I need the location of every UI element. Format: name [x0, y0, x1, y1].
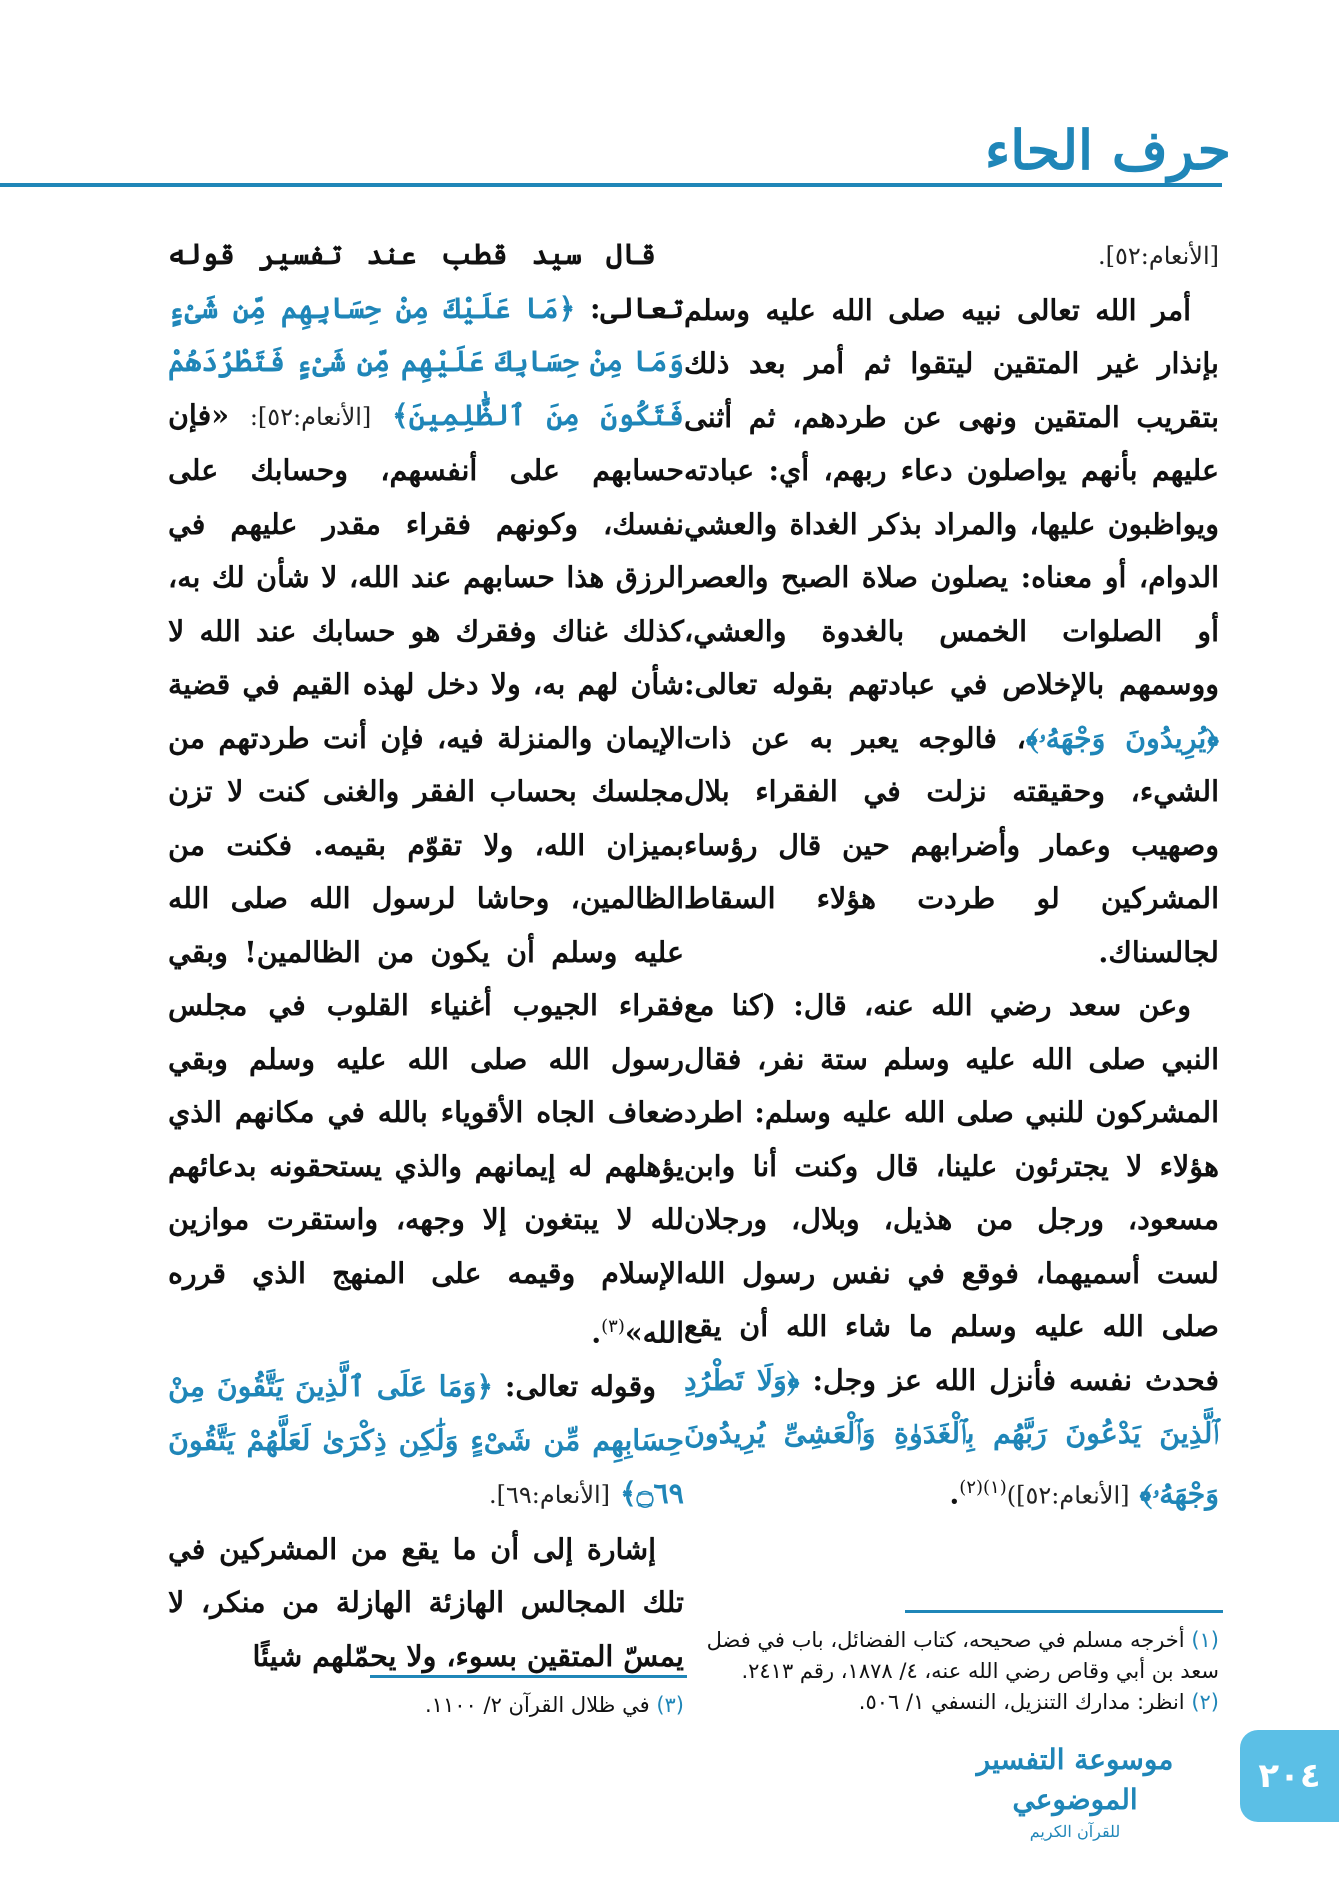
paragraph — [168, 228, 684, 1360]
paragraph-text: . — [949, 1476, 960, 1510]
footnote-number: (٣) — [656, 1693, 684, 1717]
logo-title: موسوعة التفسير الموضوعي — [976, 1743, 1174, 1816]
footnote-divider-left — [370, 1675, 687, 1678]
logo-subtitle: للقرآن الكريم — [1029, 1822, 1121, 1841]
paragraph-text: . — [591, 1315, 602, 1350]
encyclopedia-logo — [935, 1740, 1215, 1841]
footnotes-left — [168, 1690, 684, 1721]
paragraph — [684, 284, 1219, 980]
left-column — [168, 228, 684, 1683]
footnote-number: (٢) — [1191, 1690, 1219, 1714]
footnote — [684, 1625, 1219, 1687]
paragraph — [684, 979, 1219, 1523]
paragraph-text: إشارة إلى أن ما يقع من المشركين في تلك المجالس الهازئة الهازلة من منكر، لا يمسّ المتقين بسوء، ولا يحمّلهم شيئًا — [168, 1531, 684, 1673]
surah-ref: [الأنعام:٥٢]. — [1097, 242, 1219, 270]
verse-reference — [684, 228, 1219, 284]
paragraph-text: أمر الله تعالى نبيه صلى الله عليه وسلم بإنذار غير المتقين ليتقوا ثم أمر بعد ذلك بتقريب المتقين ونهى عن طردهم، ثم أثنى عليهم بأنهم يواصلون دعاء ربهم، أي: عبادته ويواظبون عليها، والمراد بذكر الغداة والعشي الدوام، أو معناه: يصلون صلاة الصبح والعصر أو الصلوات الخمس بالغدوة والعشي، ووسمهم بالإخلاص في عبادتهم بقوله تعالى: — [684, 292, 1219, 701]
chapter-title: حرف الحاء — [984, 118, 1231, 182]
paragraph — [168, 1523, 684, 1684]
quran-verse: ﴿وَلَا تَطْرُدِ ٱلَّذِينَ يَدْعُونَ رَبَّهُم بِٱلْغَدَوٰةِ وَٱلْعَشِىِّ يُرِيدُونَ وَجْهَهُۥ﴾ — [684, 1362, 1219, 1510]
footnote-text: في ظلال القرآن ٢/ ١١٠٠. — [424, 1693, 650, 1717]
paragraph — [168, 1360, 684, 1523]
footnote-number: (١) — [1191, 1628, 1219, 1652]
footnote-marker[interactable]: (١)(٢) — [959, 1476, 1007, 1498]
footnote-marker[interactable]: (٣) — [601, 1316, 625, 1337]
surah-ref: [الأنعام:٦٩]. — [489, 1481, 611, 1509]
paragraph-text: قال سيد قطب عند تفسير قوله تعالى: — [168, 237, 684, 325]
quran-verse: ﴿مَا عَلَيْكَ مِنْ حِسَابِهِم مِّن شَىْءٍ وَمَا مِنْ حِسَابِكَ عَلَيْهِم مِّن شَىْءٍ فَتَطْرُدَهُمْ فَتَكُونَ مِنَ ٱلظَّٰلِمِينَ﴾ — [168, 290, 684, 432]
footnote-text: انظر: مدارك التنزيل، النسفي ١/ ٥٠٦. — [858, 1690, 1185, 1714]
right-column — [684, 228, 1219, 1523]
footnote-divider-right — [905, 1610, 1223, 1613]
surah-ref: [الأنعام:٥٢]: — [249, 402, 372, 431]
footnote — [684, 1687, 1219, 1718]
surah-ref: [الأنعام:٥٢]) — [1006, 1481, 1130, 1509]
paragraph-text: ، فالوجه يعبر به عن ذات الشيء، وحقيقته نزلت في الفقراء بلال وصهيب وعمار وأضرابهم حين قال رؤساء المشركين لو طردت هؤلاء السقاط لجالسناك. — [684, 720, 1219, 969]
paragraph-text: وقوله تعالى: — [504, 1369, 656, 1403]
footnote-text: أخرجه مسلم في صحيحه، كتاب الفضائل، باب في فضل سعد بن أبي وقاص رضي الله عنه، ٤/ ١٨٧٨، رقم ٢٤١٣. — [706, 1628, 1219, 1683]
footnotes-right — [684, 1625, 1219, 1718]
page-number: ٢٠٤ — [1240, 1730, 1339, 1822]
footnote — [168, 1690, 684, 1721]
header-divider — [0, 183, 1222, 187]
quote-text: «فإن حسابهم على أنفسهم، وحسابك على نفسك، وكونهم فقراء مقدر عليهم في الرزق هذا حسابهم عند الله، لا شأن لك به، كذلك غناك وفقرك هو حسابك عند الله لا شأن لهم به، ولا دخل لهذه القيم في قضية الإيمان والمنزلة فيه، فإن أنت طردتهم من مجلسك بحساب الفقر والغنى كنت لا تزن بميزان الله، ولا تقوّم بقيمه. فكنت من الظالمين، وحاشا لرسول الله صلى الله عليه وسلم أن يكون من الظالمين! وبقي فقراء الجيوب أغنياء القلوب في مجلس رسول الله صلى الله عليه وسلم وبقي ضعاف الجاه الأقوياء بالله في مكانهم الذي يؤهلهم له إيمانهم والذي يستحقونه بدعائهم لله لا يبتغون إلا وجهه، واستقرت موازين الإسلام وقيمه على المنهج الذي قرره الله» — [168, 397, 684, 1350]
quran-verse: ﴿وَمَا عَلَى ٱلَّذِينَ يَتَّقُونَ مِنْ حِسَابِهِم مِّن شَىْءٍ وَلَٰكِن ذِكْرَىٰ لَعَلَّهُمْ يَتَّقُونَ ۝٦٩﴾ — [168, 1369, 684, 1510]
quran-verse: ﴿يُرِيدُونَ وَجْهَهُۥ﴾ — [1025, 720, 1219, 755]
paragraph-text: وعن سعد رضي الله عنه، قال: (كنا مع النبي صلى الله عليه وسلم ستة نفر، فقال المشركون للنبي صلى الله عليه وسلم: اطرد هؤلاء لا يجترئون علينا، قال وكنت أنا وابن مسعود، ورجل من هذيل، وبلال، ورجلان لست أسميهما، فوقع في نفس رسول الله صلى الله عليه وسلم ما شاء الله أن يقع فحدث نفسه فأنزل الله عز وجل: — [684, 988, 1219, 1397]
